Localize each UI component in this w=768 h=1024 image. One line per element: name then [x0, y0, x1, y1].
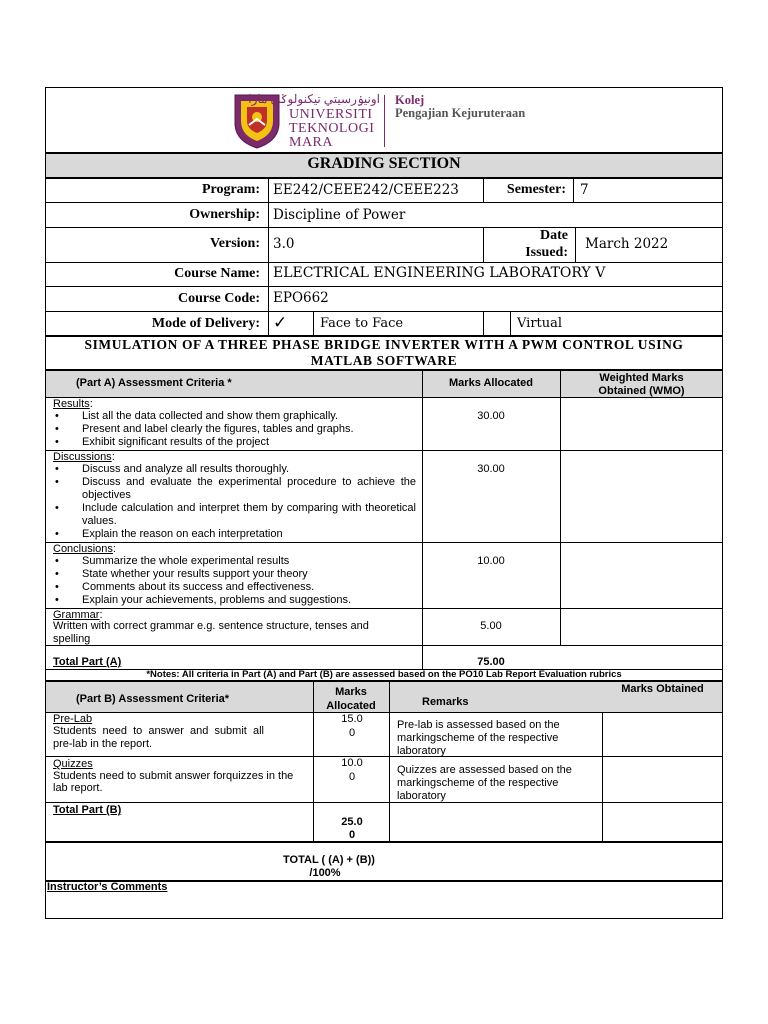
partA-col-wmo-1: Weighted Marks	[599, 372, 684, 384]
date-value: March 2022	[585, 236, 669, 252]
partB-col-criteria: (Part B) Assessment Criteria*	[76, 693, 230, 705]
faculty-label: Pengajian Kejuruteraan	[395, 106, 526, 120]
notes-text: *Notes: All criteria in Part (A) and Part (B) are assessed based on the PO10 Lab Report Evaluation rubrics	[146, 669, 622, 680]
experiment-title-line1: SIMULATION OF A THREE PHASE BRIDGE INVERTER WITH A PWM CONTROL USING	[84, 337, 684, 352]
prelab-text-1: Students need to answer and submit all	[53, 725, 264, 737]
discussions-title: Discussions:	[53, 451, 115, 463]
partB-col-obtained: Marks Obtained	[621, 683, 704, 695]
quiz-remarks: Quizzes are assessed based on the markingscheme of the respective laboratory	[397, 764, 572, 802]
results-marks: 30.00	[477, 410, 505, 422]
grammar-text: Written with correct grammar e.g. sentence structure, tenses and spelling	[53, 620, 369, 645]
grand-total-line2: /100%	[309, 867, 341, 879]
delivery-option-face-to-face: Face to Face	[320, 316, 404, 331]
jawi-text: اونيۏرسيتي تيکنولوݢي مارا	[248, 92, 380, 106]
list-item: • Explain your achievements, problems and suggestions.	[82, 594, 416, 607]
list-item: • Explain the reason on each interpretation	[82, 528, 416, 541]
program-label: Program:	[201, 182, 260, 197]
quiz-text-2: lab report.	[53, 782, 103, 794]
results-list	[46, 410, 416, 449]
version-label: Version:	[209, 236, 260, 251]
header-divider	[384, 95, 385, 147]
list-item: • Discuss and analyze all results thoroughly.	[82, 463, 416, 476]
date-label-1: Date	[540, 228, 568, 243]
college-label: Kolej	[395, 93, 425, 107]
partB-total-label: Total Part (B)	[53, 804, 122, 816]
discussions-list	[46, 463, 416, 541]
list-item: • Include calculation and interpret them by comparing with theoretical values.	[82, 502, 416, 528]
quiz-marks-2: 0	[348, 771, 356, 783]
conclusions-list	[46, 555, 416, 607]
date-label-2: Issued:	[525, 245, 568, 260]
university-line1: UNIVERSITI	[289, 107, 373, 122]
delivery-option-virtual: Virtual	[517, 316, 563, 331]
partA-col-wmo-2: Obtained (WMO)	[598, 385, 685, 397]
list-item: • Discuss and evaluate the experimental procedure to achieve the objectives	[82, 476, 416, 502]
partA-total-marks: 75.00	[477, 656, 505, 668]
list-item: • Summarize the whole experimental results	[82, 555, 416, 568]
grand-total-line1: TOTAL ( (A) + (B))	[283, 854, 375, 866]
prelab-marks-2: 0	[348, 727, 356, 739]
version-value: 3.0	[273, 236, 295, 252]
instructor-comments-label: Instructor’s Comments	[47, 881, 168, 893]
prelab-title: Pre-Lab	[53, 713, 93, 725]
grading-title: GRADING SECTION	[307, 155, 461, 172]
university-line3: MARA	[289, 135, 334, 150]
partB-col-remarks: Remarks	[422, 696, 469, 708]
results-title: Results:	[53, 398, 93, 410]
checkmark-icon: ✓	[273, 313, 288, 333]
partB-col-marks-1: Marks	[335, 686, 367, 698]
prelab-text-2: pre-lab in the report.	[53, 738, 153, 750]
course-code-value: EPO662	[273, 290, 329, 306]
quiz-title: Quizzes	[53, 758, 93, 770]
course-code-label: Course Code:	[177, 291, 260, 306]
conclusions-marks: 10.00	[477, 555, 505, 567]
delivery-label: Mode of Delivery:	[151, 316, 260, 331]
experiment-title-line2: MATLAB SOFTWARE	[310, 353, 458, 368]
list-item: • List all the data collected and show them graphically.	[82, 410, 416, 423]
semester-label: Semester:	[506, 182, 566, 197]
ownership-label: Ownership:	[189, 207, 260, 222]
quiz-text-1: Students need to submit answer forquizzes in the	[53, 770, 294, 782]
quiz-marks-1: 10.0	[341, 757, 363, 769]
prelab-marks-1: 15.0	[341, 713, 363, 725]
partB-col-marks-2: Allocated	[326, 700, 376, 712]
grammar-title: Grammar:	[53, 609, 103, 621]
prelab-remarks: Pre-lab is assessed based on the markingscheme of the respective laboratory	[397, 719, 560, 757]
partA-total-label: Total Part (A)	[53, 656, 122, 668]
conclusions-title: Conclusions:	[53, 543, 116, 555]
partA-col-marks: Marks Allocated	[449, 377, 533, 389]
partB-total-marks-2: 0	[348, 829, 356, 841]
course-name-label: Course Name:	[174, 266, 260, 281]
list-item: • Present and label clearly the figures, tables and graphs.	[82, 423, 416, 436]
grammar-marks: 5.00	[480, 620, 502, 632]
list-item: • State whether your results support your theory	[82, 568, 416, 581]
partB-total-marks-1: 25.0	[341, 816, 363, 828]
discussions-marks: 30.00	[477, 463, 505, 475]
partA-col-criteria: (Part A) Assessment Criteria *	[76, 377, 232, 389]
list-item: • Comments about its success and effectiveness.	[82, 581, 416, 594]
ownership-value: Discipline of Power	[273, 207, 406, 223]
course-name-value: ELECTRICAL ENGINEERING LABORATORY V	[273, 265, 606, 281]
program-value: EE242/CEEE242/CEEE223	[273, 182, 459, 198]
semester-value: 7	[580, 182, 589, 198]
university-line2: TEKNOLOGI	[289, 121, 375, 136]
list-item: • Exhibit significant results of the project	[82, 436, 416, 449]
